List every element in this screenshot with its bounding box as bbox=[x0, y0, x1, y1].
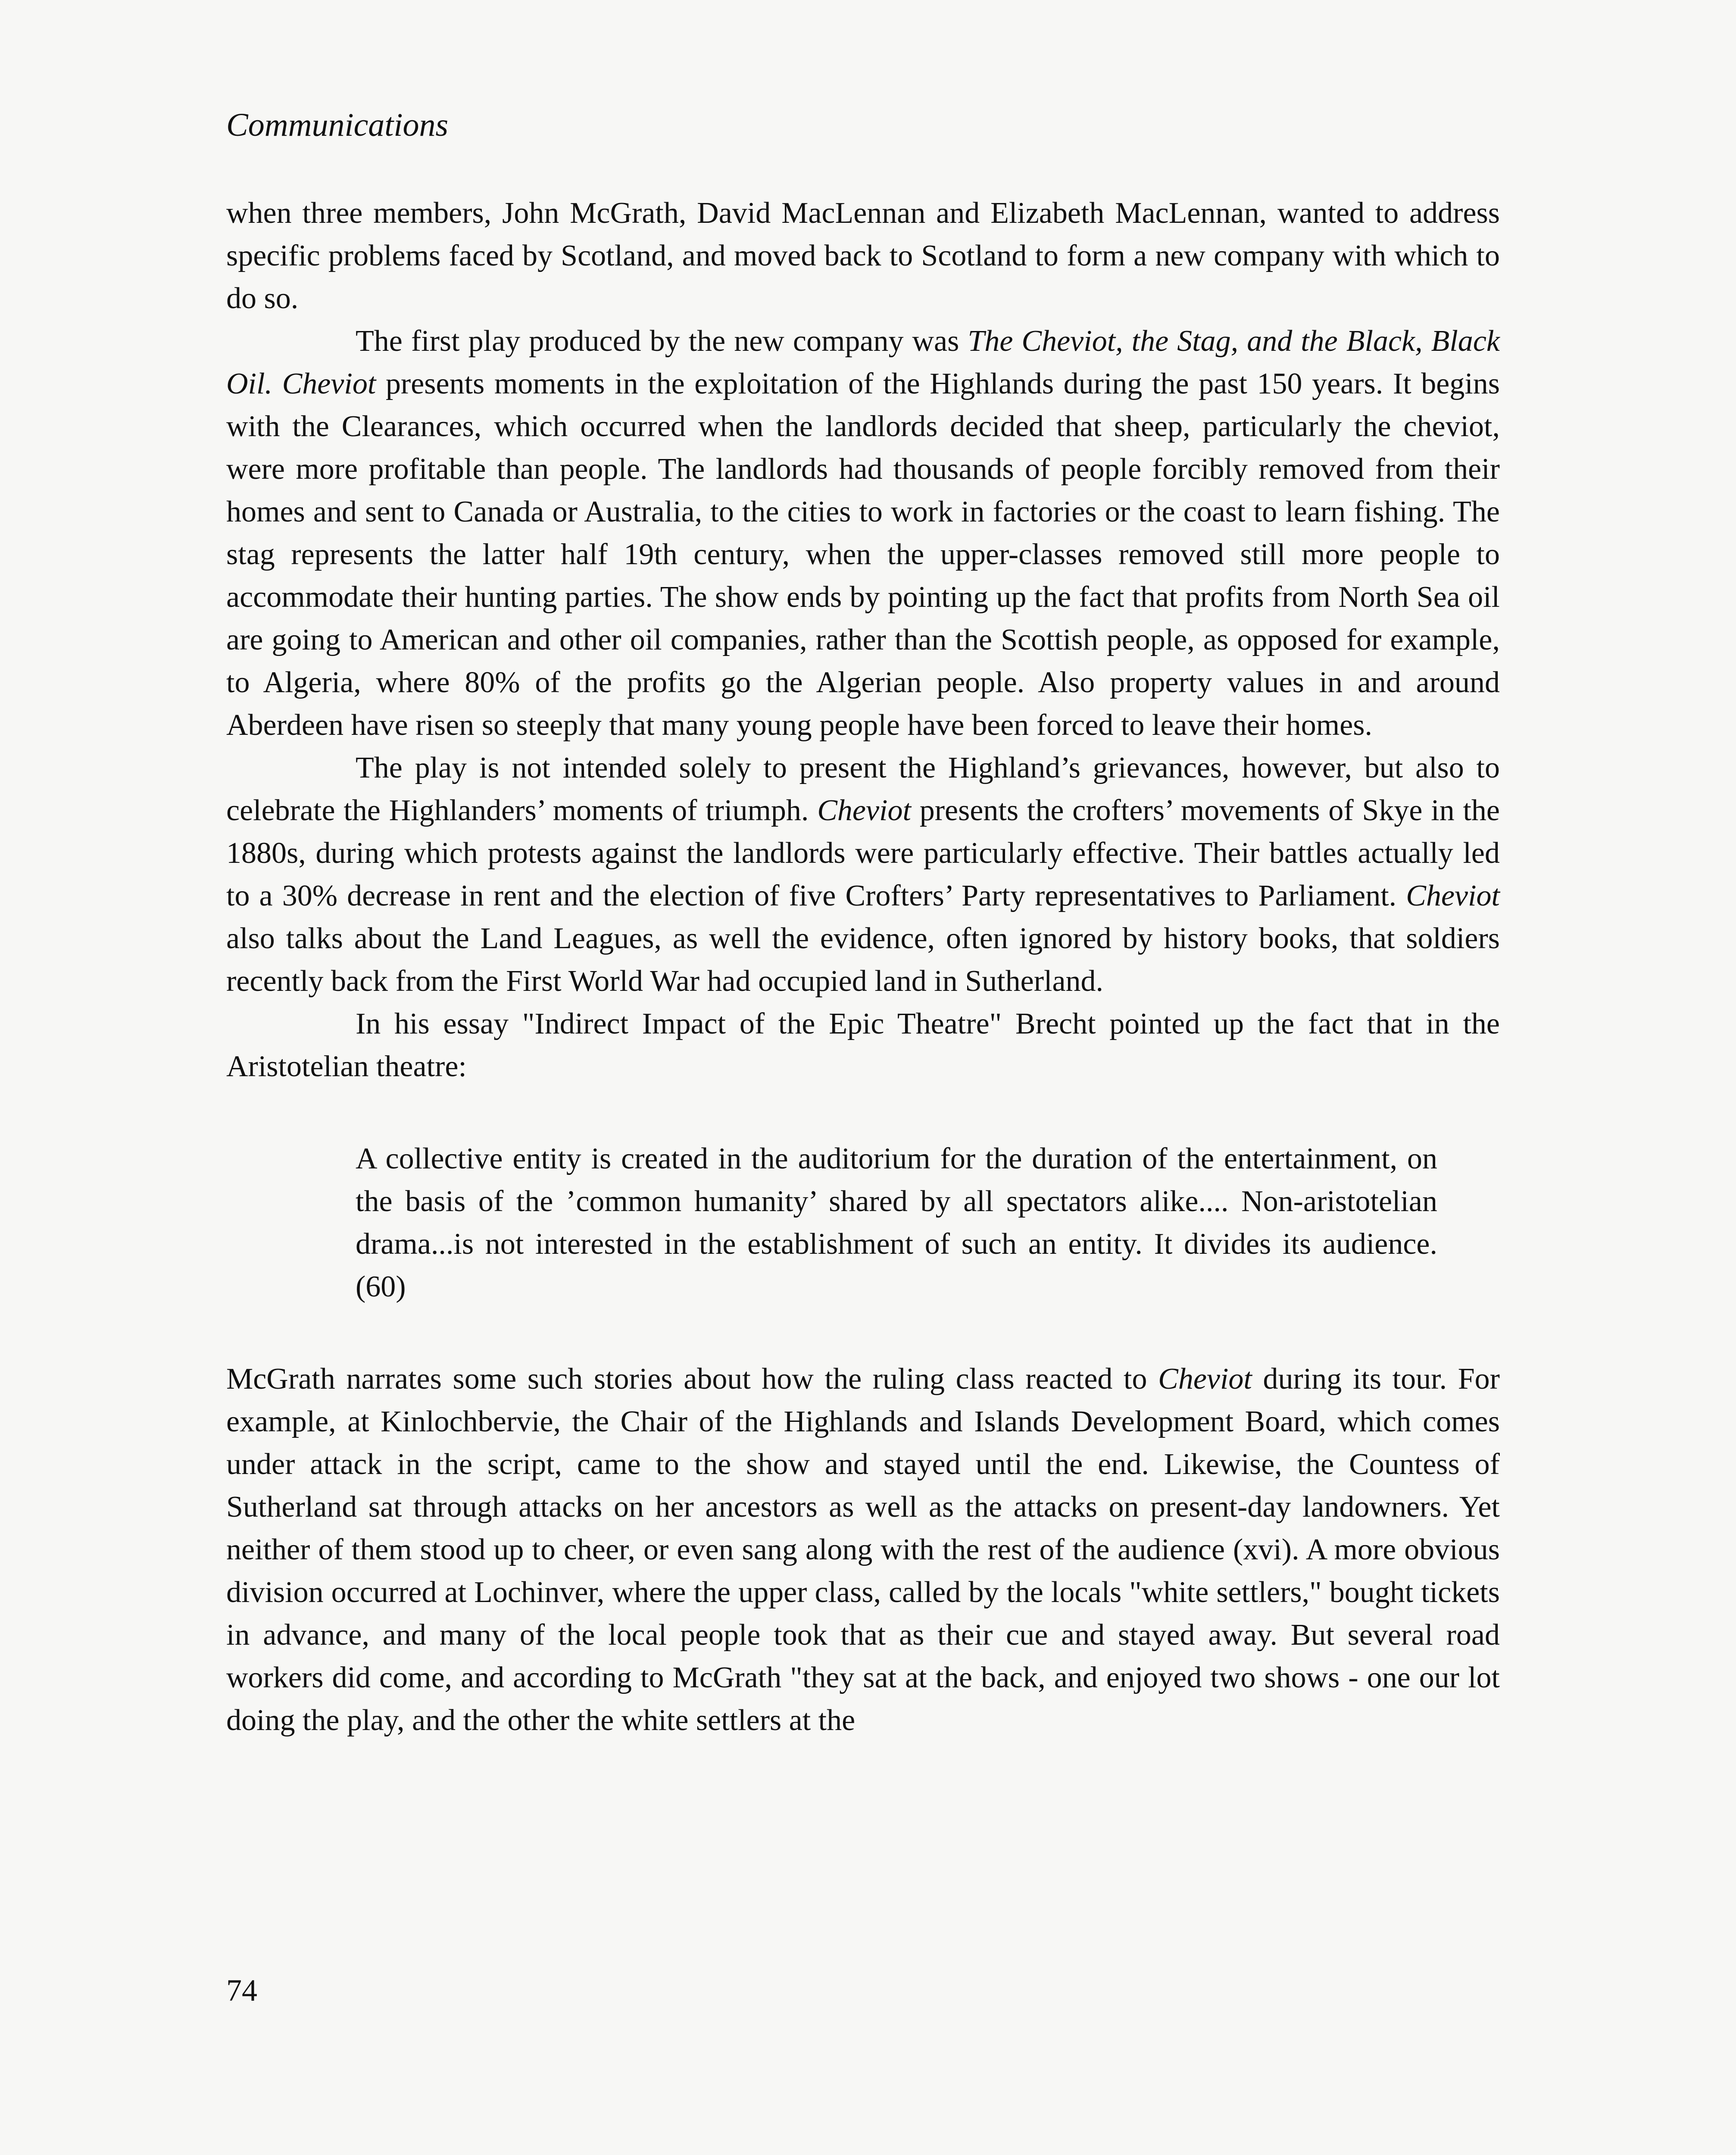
paragraph-1: when three members, John McGrath, David MacLennan and Elizabeth MacLennan, wanted to address specific problems faced by Scotland, and moved back to Scotland to form a new company with which to do so. bbox=[226, 197, 1500, 315]
cheviot-title: Cheviot bbox=[1158, 1362, 1252, 1396]
paragraph-2-space bbox=[272, 367, 282, 400]
paragraph-2-rest: presents moments in the exploitation of the Highlands during the past 150 years. It begins with the Clearances, which occurred when the landlords decided that sheep, particularly the cheviot, were more profitable than people. The landlords had thousands of people forcibly removed from their homes and sent to Canada or Australia, to the cities to work in factories or the coast to learn fishing. The stag represents the latter half 19th century, when the upper-classes removed still more people to accommodate their hunting parties. The show ends by pointing up the fact that profits from North Sea oil are going to American and other oil companies, rather than the Scottish people, as opposed for example, to Algeria, where 80% of the profits go the Algerian people. Also property values in and around Aberdeen have risen so steeply that many young people have been forced to leave their homes. bbox=[226, 367, 1500, 742]
paragraph-3 bbox=[226, 746, 1500, 1003]
body-text bbox=[226, 192, 1500, 1742]
block-quote: A collective entity is created in the auditorium for the duration of the entertainment, on the basis of the ’common humanity’ shared by all spectators alike.... Non-aristotelian drama...is not interested in the establishment of such an entity. It divides its audience. (60) bbox=[356, 1142, 1437, 1303]
paragraph-5-start: McGrath narrates some such stories about how the ruling class reacted to bbox=[226, 1362, 1158, 1396]
cheviot-title: Cheviot bbox=[282, 367, 376, 400]
play-title: The Cheviot, the Stag, and the Black, Black Oil. bbox=[226, 325, 1500, 400]
paragraph-3-middle: presents the crofters’ movements of Skye in the 1880s, during which protests against the landlords were particularly effective. Their battles actually led to a 30% decrease in rent and the election of five Crofters’ Party representatives to Parliament. bbox=[226, 794, 1500, 912]
paragraph-5-rest: during its tour. For example, at Kinlochbervie, the Chair of the Highlands and Islands Development Board, which comes under attack in the script, came to the show and stayed until the end. Likewise, the Countess of Sutherland sat through attacks on her ancestors as well as the attacks on present-day landowners. Yet neither of them stood up to cheer, or even sang along with the rest of the audience (xvi). A more obvious division occurred at Lochinver, where the upper class, called by the locals "white settlers," bought tickets in advance, and many of the local people took that as their cue and stayed away. But several road workers did come, and according to McGrath "they sat at the back, and enjoyed two shows - one our lot doing the play, and the other the white settlers at the bbox=[226, 1362, 1500, 1737]
paragraph-2-start: The first play produced by the new company was bbox=[356, 325, 968, 358]
running-header: Communications bbox=[226, 107, 449, 143]
paragraph-3-start: The play is not intended solely to present the Highland’s grievances, however, but also to celebrate the Highlanders’ moments of triumph. bbox=[226, 751, 1500, 827]
paragraph-4: In his essay "Indirect Impact of the Epic Theatre" Brecht pointed up the fact that in the Aristotelian theatre: bbox=[226, 1007, 1500, 1083]
page-number: 74 bbox=[226, 1973, 257, 2008]
paragraph-2 bbox=[226, 320, 1500, 746]
paragraph-3-rest: also talks about the Land Leagues, as well the evidence, often ignored by history books, that soldiers recently back from the First World War had occupied land in Sutherland. bbox=[226, 922, 1500, 998]
paragraph-5 bbox=[226, 1358, 1500, 1742]
cheviot-title: Cheviot bbox=[817, 794, 911, 827]
cheviot-title: Cheviot bbox=[1406, 879, 1500, 912]
